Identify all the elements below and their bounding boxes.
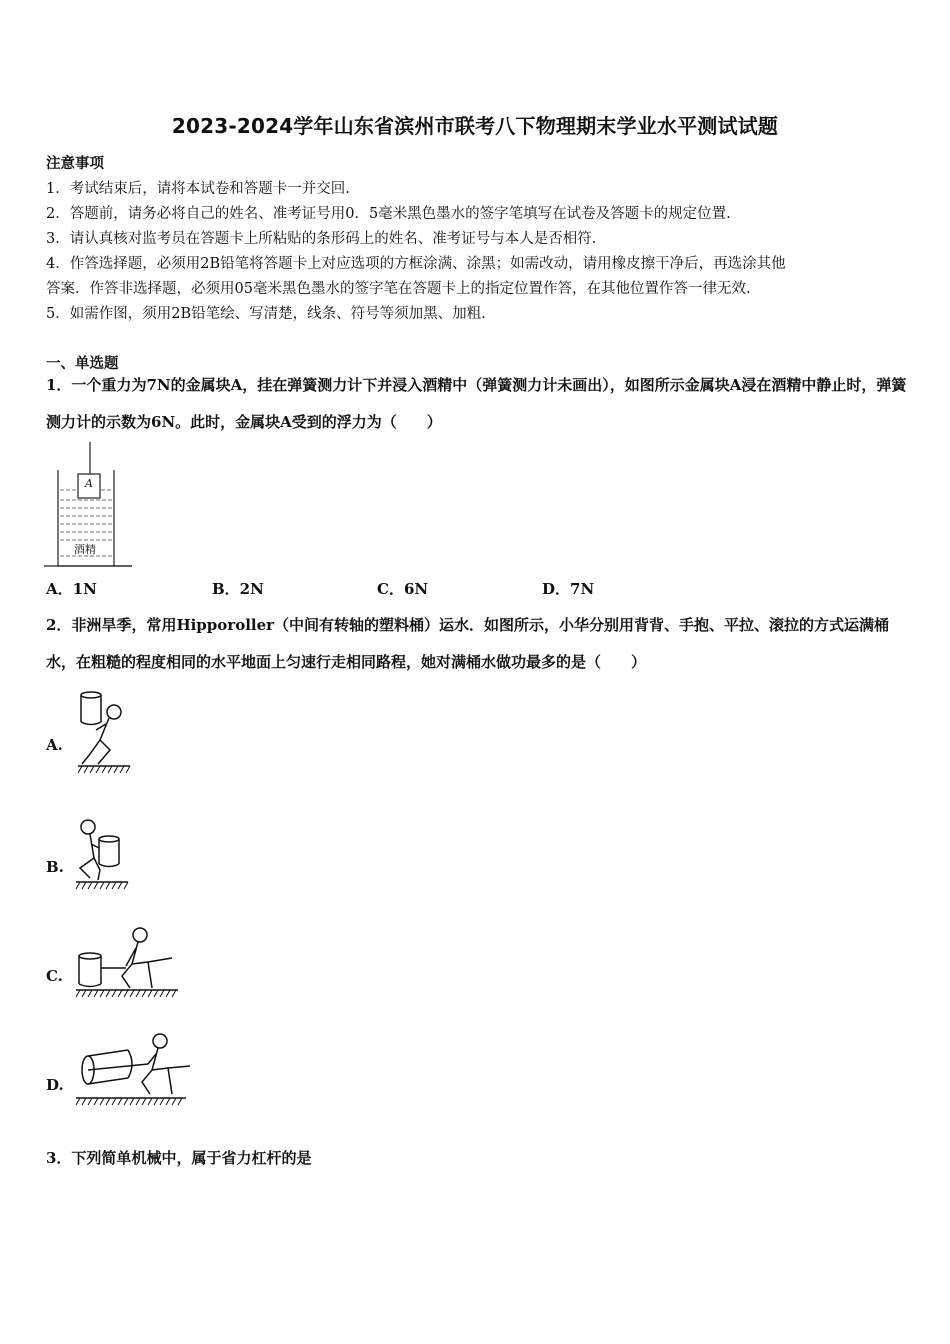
page-title: 2023-2024学年山东省滨州市联考八下物理期末学业水平测试试题 — [171, 114, 779, 138]
liquid-label: 酒精 — [74, 543, 96, 556]
q1-option-a[interactable]: A．1N — [46, 580, 97, 598]
notice-item-4: 4．作答选择题，必须用2B铅笔将答题卡上对应选项的方框涂满、涂黑；如需改动，请用橡皮擦干净后，再选涂其他 — [46, 256, 786, 272]
figure-roll-pull — [74, 1032, 194, 1112]
section-heading: 一、单选题 — [46, 355, 119, 372]
q2-option-c[interactable]: C. — [46, 967, 63, 985]
q1-option-d[interactable]: D．7N — [542, 580, 595, 598]
notice-item-3: 3．请认真核对监考员在答题卡上所粘贴的条形码上的姓名、准考证号与本人是否相符. — [46, 231, 597, 247]
q1-option-b[interactable]: B．2N — [212, 580, 264, 598]
figure-arm-carry — [74, 818, 130, 898]
question-2-text: 2．非洲旱季，常用Hipporoller（中间有转轴的塑料桶）运水．如图所示，小华分别用背背、手抱、平拉、滚拉的方式运满桶水，在粗糙的程度相同的水平地面上匀速行走相同路程，她对满桶水做功最多的是（ ） — [46, 616, 890, 671]
notice-item-1: 1．考试结束后，请将本试卷和答题卡一并交回. — [46, 181, 350, 197]
notice-item-5: 5．如需作图，须用2B铅笔绘、写清楚，线条、符号等须加黑、加粗. — [46, 306, 486, 322]
question-3-text: 3．下列简单机械中，属于省力杠杆的是 — [46, 1149, 312, 1167]
q2-option-d[interactable]: D. — [46, 1076, 64, 1094]
question-1-text: 1．一个重力为7N的金属块A，挂在弹簧测力计下并浸入酒精中（弹簧测力计未画出），如图所示金属块A浸在酒精中静止时，弹簧测力计的示数为6N。此时，金属块A受到的浮力为（ ） — [46, 376, 907, 431]
notice-heading: 注意事项 — [46, 155, 104, 172]
figure-back-carry — [76, 690, 132, 776]
block-label: A — [85, 477, 93, 490]
q1-option-c[interactable]: C．6N — [377, 580, 429, 598]
notice-item-4-cont: 答案．作答非选择题，必须用05毫米黑色墨水的签字笔在答题卡上的指定位置作答，在其他位置作答一律无效. — [46, 281, 751, 297]
figure-flat-pull — [74, 924, 180, 1004]
q2-option-a[interactable]: A. — [46, 736, 63, 754]
notice-item-2: 2．答题前，请务必将自己的姓名、准考证号用0．5毫米黑色墨水的签字笔填写在试卷及答题卡的规定位置. — [46, 206, 731, 222]
question-1-options — [46, 578, 746, 602]
q2-option-b[interactable]: B. — [46, 858, 64, 876]
